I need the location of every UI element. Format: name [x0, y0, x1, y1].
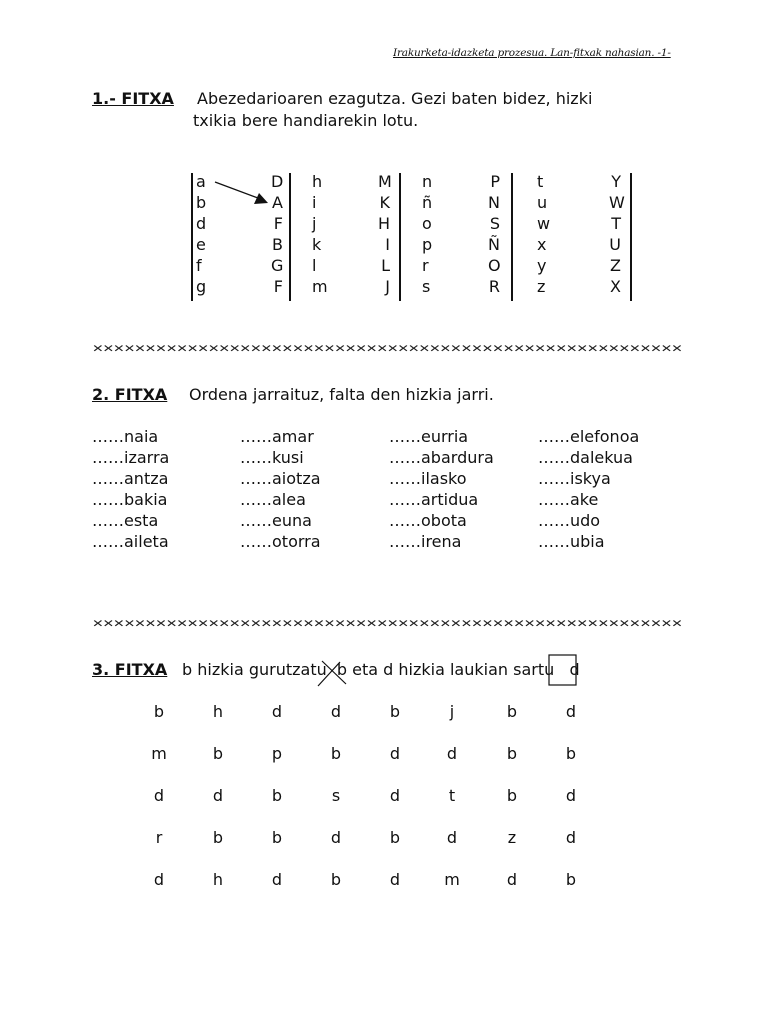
fill-in-word: ……bakia — [92, 490, 168, 509]
fill-in-word: ……kusi — [240, 448, 304, 467]
grid-letter: m — [444, 870, 460, 889]
fill-in-word: ……esta — [92, 511, 159, 530]
uppercase-letter: F — [273, 277, 283, 296]
fill-in-word: ……abardura — [389, 448, 494, 467]
fill-in-word: ……ilasko — [389, 469, 467, 488]
lowercase-letter: l — [312, 256, 317, 275]
fill-in-word: ……elefonoa — [538, 427, 640, 446]
grid-letter: h — [212, 702, 224, 721]
lowercase-letter: o — [422, 214, 432, 233]
grid-letter: b — [389, 702, 401, 721]
uppercase-letter: H — [378, 214, 391, 233]
lowercase-letter: t — [537, 172, 544, 191]
fitxa2-instruction: Ordena jarraituz, falta den hizkia jarri. — [189, 385, 494, 404]
grid-letter: z — [507, 828, 517, 847]
lowercase-letter: a — [196, 172, 206, 191]
separator-2: ✕✕✕✕✕✕✕✕✕✕✕✕✕✕✕✕✕✕✕✕✕✕✕✕✕✕✕✕✕✕✕✕✕✕✕✕✕✕✕✕✕✕✕✕✕✕✕✕✕✕✕✕✕✕✕✕ — [92, 618, 682, 630]
uppercase-letter: Ñ — [488, 235, 500, 254]
uppercase-letter: M — [378, 172, 392, 191]
uppercase-letter: D — [271, 172, 284, 191]
grid-letter: b — [565, 870, 577, 889]
lowercase-letter: d — [196, 214, 207, 233]
fill-in-word: ……aiotza — [240, 469, 321, 488]
lowercase-letter: e — [196, 235, 206, 254]
grid-letter: b — [565, 744, 577, 763]
grid-letter: b — [212, 744, 224, 763]
fill-in-word: ……euna — [240, 511, 312, 530]
grid-letter: d — [446, 744, 458, 763]
fill-in-word: ……obota — [389, 511, 467, 530]
uppercase-letter: K — [379, 193, 390, 212]
lowercase-letter: i — [312, 193, 317, 212]
grid-letter: d — [565, 828, 577, 847]
uppercase-letter: P — [490, 172, 500, 191]
grid-letter: d — [389, 744, 401, 763]
grid-letter: b — [330, 744, 342, 763]
fitxa3-instruction: b hizkia gurutzatu b eta d hizkia laukian sartu d — [182, 660, 580, 679]
uppercase-letter: O — [488, 256, 501, 275]
lowercase-letter: u — [537, 193, 548, 212]
grid-letter: t — [448, 786, 456, 805]
fill-in-word: ……naia — [92, 427, 159, 446]
uppercase-letter: W — [609, 193, 625, 212]
lowercase-letter: n — [422, 172, 433, 191]
fitxa1-instruction-line1: Abezedarioaren ezagutza. Gezi baten bidez, hizki — [197, 89, 593, 108]
lowercase-letter: w — [537, 214, 551, 233]
grid-letter: d — [565, 786, 577, 805]
uppercase-letter: X — [610, 277, 621, 296]
fill-in-word: ……amar — [240, 427, 314, 446]
grid-letter: j — [449, 702, 455, 721]
lowercase-letter: j — [312, 214, 317, 233]
lowercase-letter: p — [422, 235, 433, 254]
fitxa1-instruction-line2: txikia bere handiarekin lotu. — [193, 111, 419, 130]
fill-in-word: ……antza — [92, 469, 169, 488]
lowercase-letter: g — [196, 277, 207, 296]
fill-in-word: ……ubia — [538, 532, 605, 551]
grid-letter: d — [506, 870, 518, 889]
lowercase-letter: z — [537, 277, 546, 296]
grid-letter: b — [506, 702, 518, 721]
fill-in-word: ……alea — [240, 490, 306, 509]
example-arrow-line — [215, 182, 258, 198]
uppercase-letter: U — [609, 235, 621, 254]
lowercase-letter: k — [312, 235, 322, 254]
fitxa1-title: 1.- FITXA — [92, 89, 174, 108]
grid-letter: d — [153, 786, 165, 805]
uppercase-letter: L — [381, 256, 390, 275]
lowercase-letter: h — [312, 172, 323, 191]
grid-letter: r — [155, 828, 163, 847]
uppercase-letter: A — [272, 193, 283, 212]
grid-letter: d — [330, 828, 342, 847]
fill-in-word: ……aileta — [92, 532, 169, 551]
grid-letter: d — [153, 870, 165, 889]
fill-in-word: ……ake — [538, 490, 599, 509]
separator-1: ✕✕✕✕✕✕✕✕✕✕✕✕✕✕✕✕✕✕✕✕✕✕✕✕✕✕✕✕✕✕✕✕✕✕✕✕✕✕✕✕✕✕✕✕✕✕✕✕✕✕✕✕✕✕✕✕ — [92, 343, 682, 355]
grid-letter: b — [330, 870, 342, 889]
fill-in-word: ……dalekua — [538, 448, 633, 467]
grid-letter: p — [271, 744, 283, 763]
fitxa2-title: 2. FITXA — [92, 385, 168, 404]
grid-letter: d — [565, 702, 577, 721]
grid-letter: h — [212, 870, 224, 889]
grid-letter: d — [389, 870, 401, 889]
grid-letter: d — [446, 828, 458, 847]
fitxa3-title: 3. FITXA — [92, 660, 168, 679]
grid-letter: b — [271, 828, 283, 847]
grid-letter: d — [271, 870, 283, 889]
grid-letter: b — [506, 786, 518, 805]
uppercase-letter: Y — [611, 172, 621, 191]
fill-in-word: ……eurria — [389, 427, 469, 446]
fill-in-word: ……artidua — [389, 490, 479, 509]
fill-in-word: ……izarra — [92, 448, 170, 467]
uppercase-letter: T — [611, 214, 621, 233]
grid-letter: d — [271, 702, 283, 721]
uppercase-letter: R — [488, 277, 500, 296]
fill-in-word: ……otorra — [240, 532, 321, 551]
uppercase-letter: N — [488, 193, 500, 212]
grid-letter: b — [153, 702, 165, 721]
grid-letter: d — [212, 786, 224, 805]
uppercase-letter: B — [272, 235, 283, 254]
grid-letter: b — [389, 828, 401, 847]
uppercase-letter: J — [385, 277, 390, 296]
uppercase-letter: G — [271, 256, 284, 275]
fill-in-word: ……udo — [538, 511, 601, 530]
lowercase-letter: m — [312, 277, 328, 296]
uppercase-letter: F — [273, 214, 283, 233]
lowercase-letter: ñ — [422, 193, 433, 212]
page-header: Irakurketa-idazketa prozesua. Lan-fitxak nahasian. -1- — [393, 47, 671, 59]
uppercase-letter: Z — [610, 256, 621, 275]
lowercase-letter: y — [537, 256, 547, 275]
grid-letter: b — [212, 828, 224, 847]
uppercase-letter: S — [489, 214, 500, 233]
lowercase-letter: f — [196, 256, 202, 275]
lowercase-letter: r — [422, 256, 429, 275]
grid-letter: d — [330, 702, 342, 721]
fill-in-word: ……irena — [389, 532, 462, 551]
lowercase-letter: s — [422, 277, 431, 296]
grid-letter: b — [271, 786, 283, 805]
uppercase-letter: I — [385, 235, 390, 254]
lowercase-letter: x — [537, 235, 547, 254]
grid-letter: d — [389, 786, 401, 805]
fill-in-word: ……iskya — [538, 469, 611, 488]
grid-letter: b — [506, 744, 518, 763]
example-arrow-head — [254, 193, 268, 204]
lowercase-letter: b — [196, 193, 207, 212]
grid-letter: m — [151, 744, 167, 763]
grid-letter: s — [331, 786, 341, 805]
